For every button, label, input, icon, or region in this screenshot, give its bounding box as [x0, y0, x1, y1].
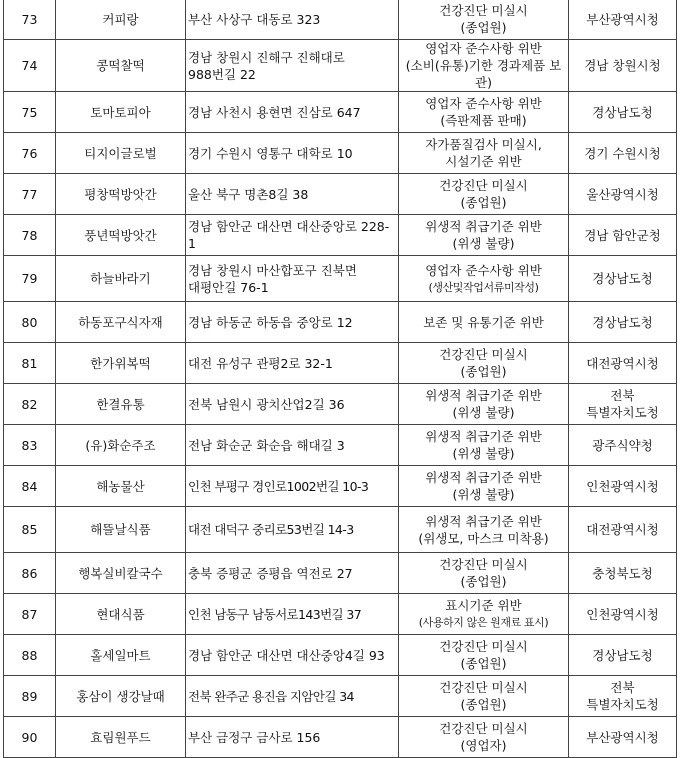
violation-line: (종업원): [460, 697, 507, 712]
row-number: 79: [4, 256, 56, 302]
agency-line: 특별자치도청: [586, 405, 659, 420]
violation-line: (종업원): [460, 364, 507, 379]
business-name: 홀세일마트: [56, 635, 186, 676]
violation-line: 건강진단 미실시: [439, 347, 528, 362]
agency-line: 경상남도청: [592, 314, 653, 330]
violation-line: (생산및작업서류미작성): [428, 280, 539, 294]
row-number: 73: [4, 0, 56, 40]
business-address: 전북 완주군 용진읍 지암안길 34: [186, 676, 399, 717]
business-name: 커피랑: [56, 0, 186, 40]
agency-cell: [569, 594, 677, 635]
agency-cell: [569, 676, 677, 717]
violation-cell: [399, 133, 569, 174]
row-number: 85: [4, 507, 56, 553]
agency-line: 전북: [610, 388, 635, 403]
violation-cell: [399, 0, 569, 40]
violation-line: 표시기준 위반: [445, 598, 522, 613]
business-name: 홍삼이 생강날때: [56, 676, 186, 717]
violation-line: (위생 불량): [452, 487, 515, 502]
business-name: 티지이글로벌: [56, 133, 186, 174]
table-row: [4, 384, 677, 425]
business-address: 울산 북구 명촌8길 38: [186, 174, 399, 215]
table-row: [4, 594, 677, 635]
row-number: 80: [4, 302, 56, 343]
violations-table-body: [4, 0, 677, 758]
business-name: 하동포구식자재: [56, 302, 186, 343]
agency-cell: [569, 256, 677, 302]
agency-cell: [569, 133, 677, 174]
table-row: [4, 40, 677, 92]
agency-cell: [569, 40, 677, 92]
row-number: 86: [4, 553, 56, 594]
violations-table: [3, 0, 677, 758]
agency-cell: [569, 425, 677, 466]
agency-line: 인천광역시청: [586, 478, 659, 494]
agency-cell: [569, 384, 677, 425]
business-address: 인천 부평구 경인로1002번길 10-3: [186, 466, 399, 507]
business-name: 토마토피아: [56, 92, 186, 133]
violation-line: (종업원): [460, 574, 507, 589]
violation-line: 영업자 준수사항 위반: [425, 96, 542, 111]
agency-cell: [569, 174, 677, 215]
violation-cell: [399, 40, 569, 92]
table-row: [4, 425, 677, 466]
violation-cell: [399, 302, 569, 343]
business-address: 대전 유성구 관평2로 32-1: [186, 343, 399, 384]
business-address: 인천 남동구 남동서로143번길 37: [186, 594, 399, 635]
violation-cell: [399, 425, 569, 466]
agency-line: 울산광역시청: [586, 186, 659, 202]
table-row: [4, 302, 677, 343]
table-row: [4, 133, 677, 174]
agency-line: 대전광역시청: [586, 522, 659, 537]
business-name: (유)화순주조: [56, 425, 186, 466]
business-name: 행복실비칼국수: [56, 553, 186, 594]
agency-cell: [569, 0, 677, 40]
table-row: [4, 635, 677, 676]
violation-cell: [399, 507, 569, 553]
agency-line: 대전광역시청: [586, 355, 659, 371]
business-address: 경남 하동군 하동읍 중앙로 12: [186, 302, 399, 343]
agency-line: 경상남도청: [592, 104, 653, 120]
business-address: 경남 창원시 마산합포구 진북면 대평안길 76-1: [186, 256, 399, 302]
violation-line: (즉판제품 판매): [440, 113, 527, 128]
agency-cell: [569, 466, 677, 507]
business-address: 경기 수원시 영통구 대학로 10: [186, 133, 399, 174]
agency-line: 경기 수원시청: [584, 145, 661, 161]
agency-cell: [569, 215, 677, 256]
violation-line: (위생 불량): [452, 405, 515, 420]
agency-line: 특별자치도청: [586, 697, 659, 712]
table-row: [4, 92, 677, 133]
business-name: 콩떡찰떡: [56, 40, 186, 92]
business-name: 효림원푸드: [56, 717, 186, 758]
business-address: 경남 창원시 진해구 진해대로 988번길 22: [186, 40, 399, 92]
table-row: [4, 676, 677, 717]
business-name: 평창떡방앗간: [56, 174, 186, 215]
violation-line: 건강진단 미실시: [439, 3, 528, 18]
business-name: 해농물산: [56, 466, 186, 507]
row-number: 82: [4, 384, 56, 425]
business-name: 한결유통: [56, 384, 186, 425]
row-number: 76: [4, 133, 56, 174]
violation-cell: [399, 92, 569, 133]
business-address: 부산 사상구 대동로 323: [186, 0, 399, 40]
violation-cell: [399, 676, 569, 717]
violation-line: 건강진단 미실시: [439, 680, 528, 695]
violation-line: (종업원): [460, 195, 507, 210]
agency-line: 충청북도청: [592, 565, 653, 581]
agency-line: 부산광역시청: [586, 729, 659, 745]
agency-line: 광주식약청: [592, 437, 653, 453]
row-number: 87: [4, 594, 56, 635]
violation-line: 자가품질검사 미실시,: [425, 137, 542, 152]
violation-line: 영업자 준수사항 위반: [425, 41, 542, 56]
agency-line: 경상남도청: [592, 271, 653, 286]
violation-line: 관): [475, 75, 492, 90]
row-number: 74: [4, 40, 56, 92]
business-address: 경남 함안군 대산면 대산중앙4길 93: [186, 635, 399, 676]
violation-line: 영업자 준수사항 위반: [425, 262, 542, 278]
table-row: [4, 553, 677, 594]
agency-cell: [569, 553, 677, 594]
violation-line: 보존 및 유통기준 위반: [423, 314, 544, 330]
violation-cell: [399, 553, 569, 594]
violation-cell: [399, 594, 569, 635]
violation-line: (종업원): [460, 656, 507, 671]
violation-line: (위생 불량): [452, 446, 515, 461]
violation-line: 건강진단 미실시: [439, 178, 528, 193]
violation-line: (사용하지 않은 원재료 표시): [418, 616, 549, 629]
row-number: 81: [4, 343, 56, 384]
agency-line: 인천광역시청: [586, 606, 659, 622]
row-number: 83: [4, 425, 56, 466]
row-number: 89: [4, 676, 56, 717]
violation-line: 위생적 취급기준 위반: [425, 429, 542, 444]
violation-line: 위생적 취급기준 위반: [425, 219, 542, 234]
violation-line: (소비(유통)기한 경과제품 보: [405, 58, 562, 73]
table-row: [4, 717, 677, 758]
agency-cell: [569, 302, 677, 343]
violation-line: (위생 불량): [452, 236, 515, 251]
violation-line: 건강진단 미실시: [439, 639, 528, 654]
violation-cell: [399, 256, 569, 302]
business-name: 현대식품: [56, 594, 186, 635]
violation-line: (종업원): [460, 20, 507, 35]
violation-cell: [399, 466, 569, 507]
violation-cell: [399, 343, 569, 384]
table-row: [4, 466, 677, 507]
violation-line: (영업자): [460, 738, 507, 753]
table-row: [4, 256, 677, 302]
row-number: 90: [4, 717, 56, 758]
table-row: [4, 507, 677, 553]
agency-cell: [569, 343, 677, 384]
row-number: 88: [4, 635, 56, 676]
violation-cell: [399, 384, 569, 425]
violation-line: 위생적 취급기준 위반: [425, 513, 542, 529]
business-address: 부산 금정구 금사로 156: [186, 717, 399, 758]
row-number: 75: [4, 92, 56, 133]
agency-cell: [569, 507, 677, 553]
violation-line: (위생모, 마스크 미착용): [418, 530, 549, 546]
business-name: 하늘바라기: [56, 256, 186, 302]
business-name: 해뜰날식품: [56, 507, 186, 553]
violation-cell: [399, 174, 569, 215]
violation-line: 위생적 취급기준 위반: [425, 388, 542, 403]
row-number: 77: [4, 174, 56, 215]
table-row: [4, 215, 677, 256]
agency-line: 전북: [610, 680, 635, 695]
business-address: 전남 화순군 화순읍 해대길 3: [186, 425, 399, 466]
agency-cell: [569, 717, 677, 758]
violation-line: 건강진단 미실시: [439, 721, 528, 736]
violation-cell: [399, 717, 569, 758]
agency-line: 경상남도청: [592, 647, 653, 663]
agency-cell: [569, 635, 677, 676]
violation-cell: [399, 635, 569, 676]
agency-line: 경남 창원시청: [584, 58, 661, 73]
table-row: [4, 343, 677, 384]
table-row: [4, 0, 677, 40]
business-address: 경남 함안군 대산면 대산중앙로 228-1: [186, 215, 399, 256]
agency-line: 경남 함안군청: [584, 227, 661, 243]
business-address: 충북 증평군 증평읍 역전로 27: [186, 553, 399, 594]
violation-line: 건강진단 미실시: [439, 557, 528, 572]
row-number: 78: [4, 215, 56, 256]
violation-line: 위생적 취급기준 위반: [425, 470, 542, 485]
business-address: 경남 사천시 용현면 진삼로 647: [186, 92, 399, 133]
business-address: 전북 남원시 광치산업2길 36: [186, 384, 399, 425]
row-number: 84: [4, 466, 56, 507]
agency-line: 부산광역시청: [586, 11, 659, 27]
table-row: [4, 174, 677, 215]
violation-cell: [399, 215, 569, 256]
business-name: 한가위복떡: [56, 343, 186, 384]
agency-cell: [569, 92, 677, 133]
business-name: 풍년떡방앗간: [56, 215, 186, 256]
business-address: 대전 대덕구 중리로53번길 14-3: [186, 507, 399, 553]
violation-line: 시설기준 위반: [445, 154, 522, 169]
